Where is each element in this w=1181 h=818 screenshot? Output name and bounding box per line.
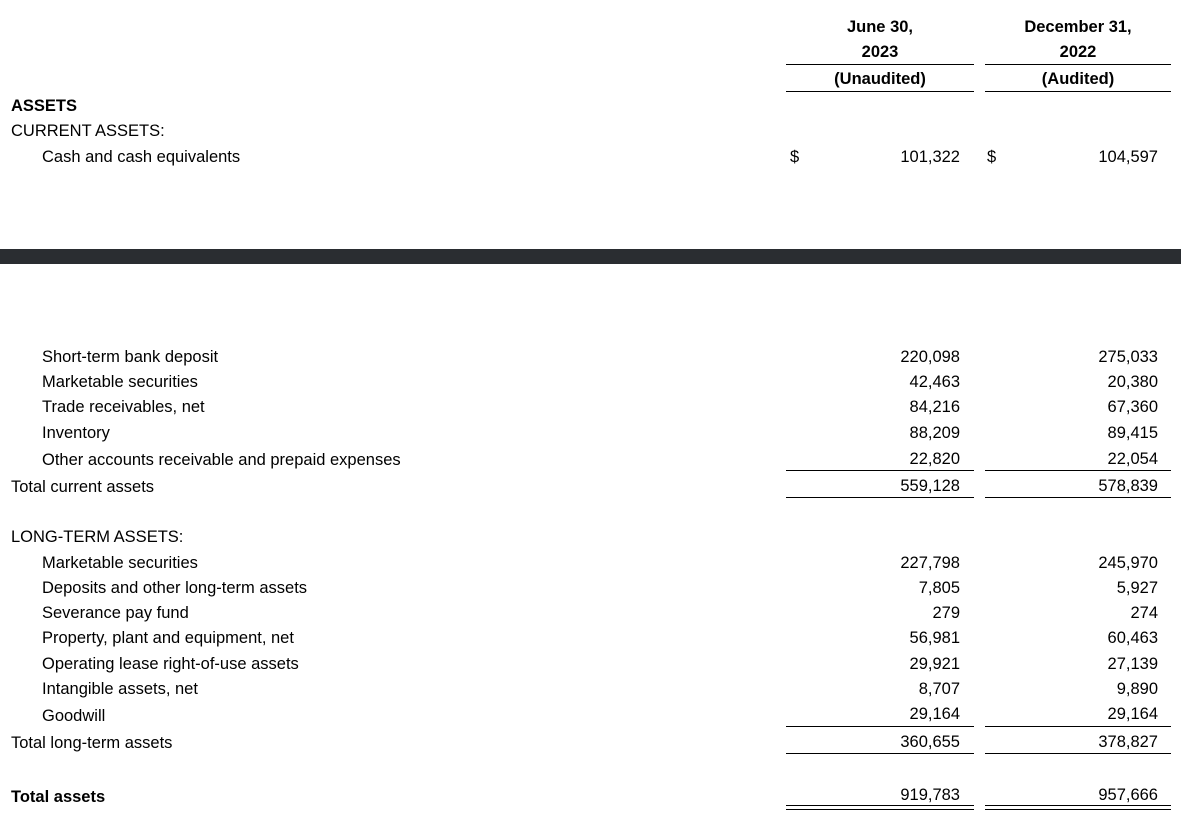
- row-value-severance-2022: 274: [1130, 604, 1158, 622]
- col-header-2022-status: (Audited): [1041, 70, 1115, 88]
- row-label-other-receivables: Other accounts receivable and prepaid expenses: [42, 451, 401, 469]
- double-rule-total-2023: [786, 805, 974, 810]
- row-value-total-longterm-2023: 360,655: [900, 733, 960, 751]
- dark-band-divider: [0, 249, 1181, 264]
- row-value-total-assets-2023: 919,783: [900, 786, 960, 804]
- header-rule-2023-bottom: [786, 91, 974, 92]
- row-value-ppe-2022: 60,463: [1107, 629, 1158, 647]
- row-label-marketable-current: Marketable securities: [42, 373, 198, 391]
- row-label-inventory: Inventory: [42, 424, 110, 442]
- row-label-severance: Severance pay fund: [42, 604, 189, 622]
- total-rule-current-2022: [985, 497, 1171, 498]
- row-value-operating-lease-2022: 27,139: [1107, 655, 1158, 673]
- subtotal-rule-current-2023: [786, 470, 974, 471]
- total-rule-current-2023: [786, 497, 974, 498]
- assets-title: ASSETS: [11, 97, 78, 115]
- row-value-intangible-2023: 8,707: [918, 680, 960, 698]
- row-value-inventory-2023: 88,209: [909, 424, 960, 442]
- row-value-operating-lease-2023: 29,921: [909, 655, 960, 673]
- col-header-2022-date: December 31,: [1024, 18, 1132, 36]
- row-value-severance-2023: 279: [932, 604, 960, 622]
- current-assets-title: CURRENT ASSETS:: [11, 122, 165, 140]
- row-label-total-current: Total current assets: [11, 478, 155, 496]
- row-value-deposits-other-2023: 7,805: [918, 579, 960, 597]
- row-value-total-longterm-2022: 378,827: [1098, 733, 1158, 751]
- row-value-cash-2022: 104,597: [1098, 148, 1158, 166]
- row-value-goodwill-2023: 29,164: [909, 705, 960, 723]
- row-value-cash-2023: 101,322: [900, 148, 960, 166]
- row-value-intangible-2022: 9,890: [1116, 680, 1158, 698]
- col-header-2023-date: June 30,: [846, 18, 914, 36]
- row-label-goodwill: Goodwill: [42, 707, 106, 725]
- col-header-2022-year: 2022: [1059, 43, 1097, 61]
- currency-symbol-2023: $: [790, 148, 800, 166]
- row-value-other-receivables-2023: 22,820: [909, 450, 960, 468]
- row-value-deposits-other-2022: 5,927: [1116, 579, 1158, 597]
- row-label-deposits-other: Deposits and other long-term assets: [42, 579, 308, 597]
- row-label-operating-lease: Operating lease right-of-use assets: [42, 655, 299, 673]
- row-value-marketable-current-2022: 20,380: [1107, 373, 1158, 391]
- row-value-goodwill-2022: 29,164: [1107, 705, 1158, 723]
- row-value-trade-receivables-2022: 67,360: [1107, 398, 1158, 416]
- subtotal-rule-longterm-2022: [985, 726, 1171, 727]
- row-label-short-term-deposit: Short-term bank deposit: [42, 348, 219, 366]
- currency-symbol-2022: $: [987, 148, 997, 166]
- subtotal-rule-longterm-2023: [786, 726, 974, 727]
- row-label-intangible: Intangible assets, net: [42, 680, 198, 698]
- row-value-inventory-2022: 89,415: [1107, 424, 1158, 442]
- row-value-short-term-deposit-2023: 220,098: [900, 348, 960, 366]
- row-label-total-assets: Total assets: [11, 788, 106, 806]
- row-value-marketable-longterm-2022: 245,970: [1098, 554, 1158, 572]
- row-value-short-term-deposit-2022: 275,033: [1098, 348, 1158, 366]
- row-value-marketable-longterm-2023: 227,798: [900, 554, 960, 572]
- subtotal-rule-current-2022: [985, 470, 1171, 471]
- col-header-2023-year: 2023: [861, 43, 899, 61]
- header-rule-2022-bottom: [985, 91, 1171, 92]
- row-value-total-current-2023: 559,128: [900, 477, 960, 495]
- row-label-trade-receivables: Trade receivables, net: [42, 398, 205, 416]
- row-value-total-current-2022: 578,839: [1098, 477, 1158, 495]
- row-value-trade-receivables-2023: 84,216: [909, 398, 960, 416]
- total-rule-longterm-2022: [985, 753, 1171, 754]
- long-term-assets-title: LONG-TERM ASSETS:: [11, 528, 184, 546]
- row-label-marketable-longterm: Marketable securities: [42, 554, 198, 572]
- row-value-marketable-current-2023: 42,463: [909, 373, 960, 391]
- row-label-total-longterm: Total long-term assets: [11, 734, 173, 752]
- header-rule-2023-top: [786, 64, 974, 65]
- total-rule-longterm-2023: [786, 753, 974, 754]
- double-rule-total-2022: [985, 805, 1171, 810]
- row-label-ppe: Property, plant and equipment, net: [42, 629, 294, 647]
- row-value-ppe-2023: 56,981: [909, 629, 960, 647]
- row-label-cash: Cash and cash equivalents: [42, 148, 241, 166]
- col-header-2023-status: (Unaudited): [834, 70, 926, 88]
- row-value-other-receivables-2022: 22,054: [1107, 450, 1158, 468]
- row-value-total-assets-2022: 957,666: [1098, 786, 1158, 804]
- header-rule-2022-top: [985, 64, 1171, 65]
